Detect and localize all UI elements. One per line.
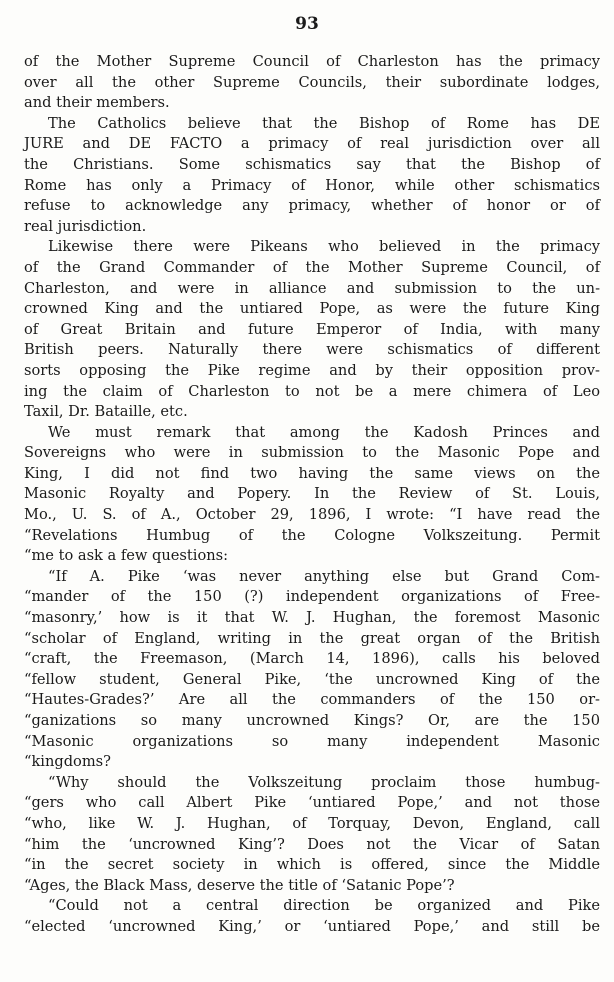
text-line: “If A. Pike ‘was never anything else but Grand Com- [48, 567, 600, 585]
text-line: “masonry,’ how is it that W. J. Hughan, the foremost Masonic [24, 609, 600, 627]
text-line: “Ages, the Black Mass, deserve the title of ‘Satanic Pope’? [24, 876, 455, 894]
text-line: “craft, the Freemason, (March 14, 1896), calls his beloved [24, 650, 600, 668]
text-line: JURE and DE FACTO a primacy of real jurisdiction over all [24, 135, 600, 153]
text-line: “me to ask a few questions: [24, 547, 229, 565]
text-line: crowned King and the untiared Pope, as were the future King [24, 300, 600, 318]
text-line: “gers who call Albert Pike ‘untiared Pope,’ and not those [24, 794, 600, 812]
text-line: refuse to acknowledge any primacy, whether of honor or of [24, 197, 600, 215]
text-line: “Masonic organizations so many independent Masonic [24, 732, 600, 750]
text-line: “ganizations so many uncrowned Kings? Or, are the 150 [24, 712, 600, 729]
page-number: 93 [295, 14, 319, 34]
text-line: of the Grand Commander of the Mother Supreme Council, of [24, 258, 600, 276]
text-line: “scholar of England, writing in the great organ of the British [24, 629, 600, 647]
text-line: “Hautes-Grades?’ Are all the commanders of the 150 or- [24, 691, 600, 709]
text-line: “elected ‘uncrowned King,’ or ‘untiared Pope,’ and still be [24, 917, 600, 935]
text-line: “Why should the Volkszeitung proclaim those humbug- [48, 773, 600, 791]
text-line: “him the ‘uncrowned King’? Does not the Vicar of Satan [24, 835, 600, 853]
text-line: King, I did not find two having the same views on the [24, 464, 600, 482]
text-line: Sovereigns who were in submission to the Masonic Pope and [24, 444, 600, 462]
text-line: the Christians. Some schismatics say that the Bishop of [24, 155, 600, 173]
text-line: “Revelations Humbug of the Cologne Volkszeitung. Permit [24, 526, 600, 544]
text-line: “Could not a central direction be organized and Pike [48, 897, 600, 915]
text-line: ing the claim of Charleston to not be a mere chimera of Leo [24, 382, 600, 400]
text-line: Likewise there were Pikeans who believed in the primacy [48, 238, 600, 256]
text-line: We must remark that among the Kadosh Princes and [48, 423, 600, 441]
text-line: sorts opposing the Pike regime and by their opposition prov- [24, 361, 600, 379]
text-line: Charleston, and were in alliance and submission to the un- [24, 279, 600, 297]
text-line: “kingdoms? [24, 753, 111, 771]
text-line: “mander of the 150 (?) independent organizations of Free- [24, 588, 600, 606]
text-line: “in the secret society in which is offered, since the Middle [24, 856, 600, 874]
text-line: real jurisdiction. [24, 217, 147, 235]
text-line: The Catholics believe that the Bishop of Rome has DE [48, 114, 600, 132]
text-line: Rome has only a Primacy of Honor, while other schismatics [24, 176, 600, 194]
body-text [24, 52, 600, 938]
text-line: Masonic Royalty and Popery. In the Review of St. Louis, [24, 485, 600, 503]
text-line: of Great Britain and future Emperor of India, with many [24, 320, 600, 338]
text-line: Mo., U. S. of A., October 29, 1896, I wrote: “I have read the [24, 506, 600, 524]
text-line: Taxil, Dr. Bataille, etc. [24, 403, 188, 421]
text-line: British peers. Naturally there were schismatics of different [24, 341, 600, 359]
text-line: “who, like W. J. Hughan, of Torquay, Devon, England, call [24, 814, 600, 832]
text-line: of the Mother Supreme Council of Charleston has the primacy [24, 53, 600, 70]
text-line: “fellow student, General Pike, ‘the uncrowned King of the [24, 670, 600, 688]
text-line: and their members. [24, 94, 170, 112]
text-line: over all the other Supreme Councils, their subordinate lodges, [24, 73, 600, 91]
